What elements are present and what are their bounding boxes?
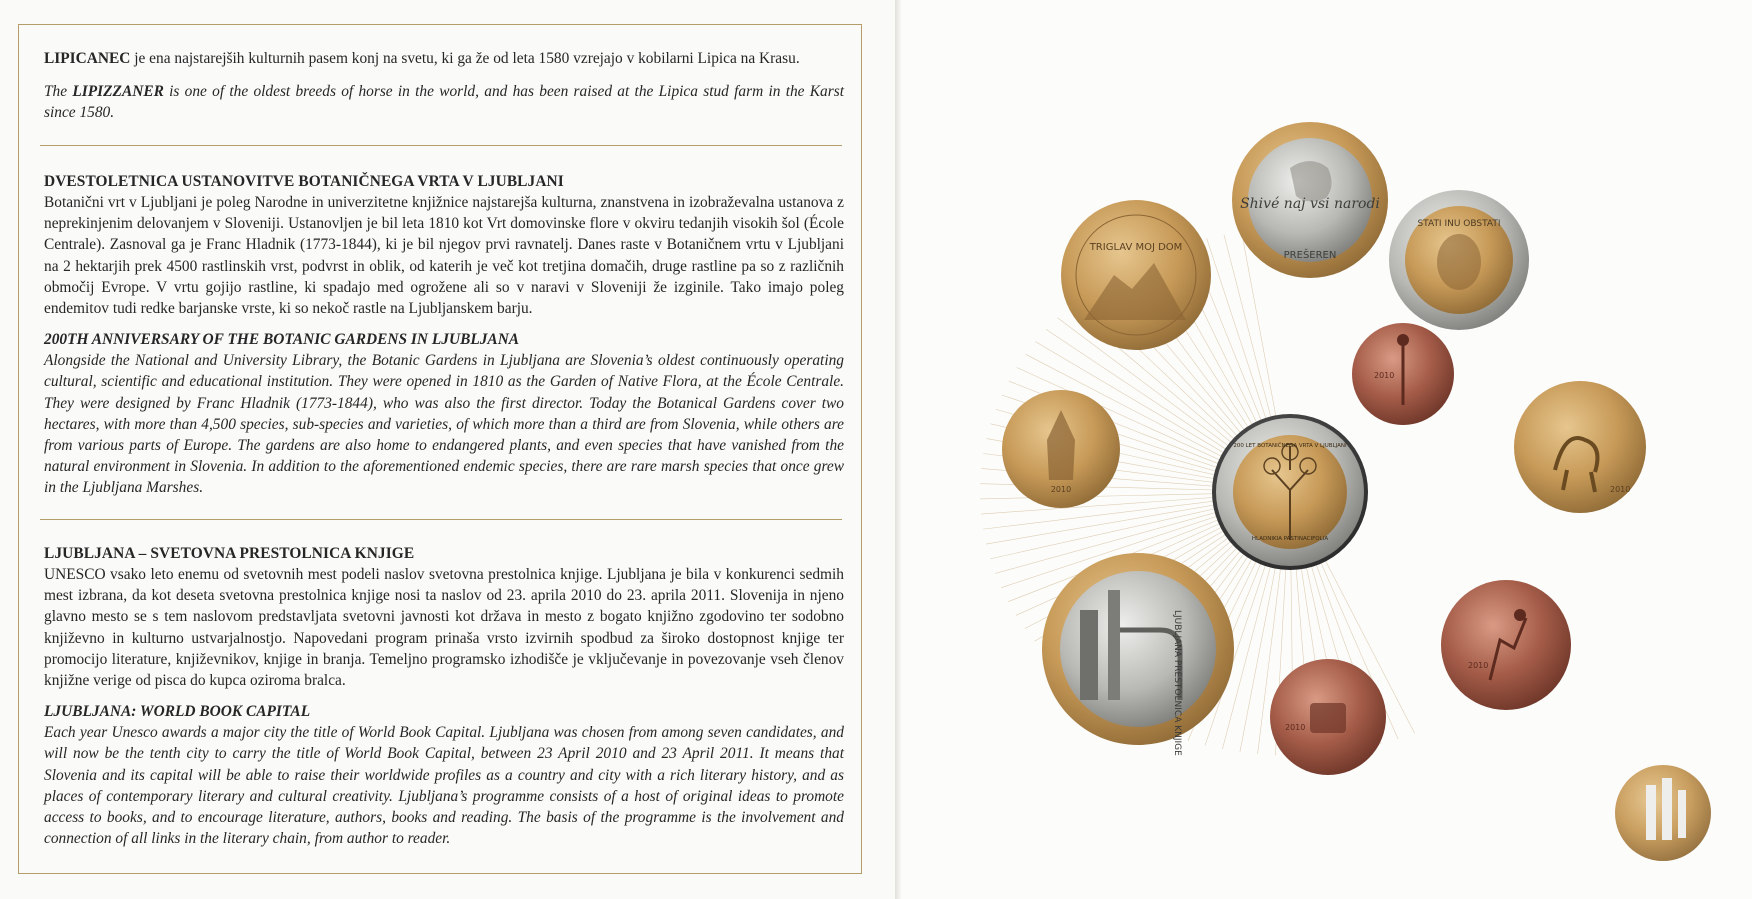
coin-1-euro	[1389, 190, 1529, 330]
coin-20-cent-year: 2010	[1610, 485, 1631, 494]
lipicanec-si-text: je ena najstarejših kulturnih pasem konj na svetu, ki ga že od leta 1580 vzrejajo v kobilarni Lipica na Krasu.	[130, 50, 800, 67]
coin-set-logo	[1615, 765, 1711, 861]
coin-2-cent	[1270, 659, 1386, 775]
coin-2-cent-year: 2010	[1285, 723, 1306, 732]
coin-5-cent-year: 2010	[1468, 661, 1489, 670]
coin-2-euro-commemorative	[1212, 414, 1368, 570]
divider-2	[40, 519, 842, 520]
coin-3-euro-inscription: LJUBLJANA PRESTOLNICA KNJIGE	[1172, 610, 1182, 756]
botanic-si-paragraph: Botanični vrt v Ljubljani je poleg Narodne in univerzitetne knjižnice najstarejša kulturna, znanstvena in izobraževalna ustanova z neprekinjenim delovanjem v Sloveniji. Ustanovljen je bil leta 1810 kot Vrt domovinske flore v okviru tedanjih visokih šol (École Centrale). Zasnoval ga je Franc Hladnik (1773-1844), ki je bil njegov prvi ravnatelj. Danes raste v Botaničnem vrtu v Ljubljani na 2 hektarjih prek 4500 rastlinskih vrst, podvrst in oblik, od katerih je več kot tretjina domačih, druge rastline pa so z različnih območij Evrope. V vrtu gojijo rastline, ki spadajo med ogrožene ali so v naravi v Sloveniji že izginile. Tako imajo poleg endemitov tudi redke barjanske vrste, ki so nekoč rastle na Ljubljanskem barju.	[44, 194, 844, 318]
coin-2-euro	[1232, 122, 1388, 278]
book-capital-si-paragraph: UNESCO vsako leto enemu od svetovnih mest podeli naslov svetovna prestolnica knjige. Ljubljana je bila v konkurenci sedmih mest izbrana, da kot deseta svetovna prestolnica knjige nosi ta naslov od 23. aprila 2010 do 23. aprila 2011. Slovenija in njeno glavno mesto se s tem naslovom predstavljata svetovni javnosti kot država in mesto z bogato knjižno zgodovino ter sodobno književno in kulturno ustvarjalnostjo. Napovedani program prinaša vrsto izvirnih spodbud za široko dostopnost knjige ter promocijo literature, književnikov, knjige in branja. Temeljno programsko izhodišče je vključevanje in povezovanje vseh členov knjižne verige od pisca do kupca oziroma bralca.	[44, 566, 844, 690]
book-capital-en-heading: LJUBLJANA: WORLD BOOK CAPITAL	[44, 703, 311, 721]
divider-1	[40, 145, 842, 146]
coin-2-euro-commemorative-sub: HLADNIKIA PASTINACIFOLIA	[1251, 536, 1329, 542]
coin-3-euro	[1042, 553, 1234, 756]
coin-10-cent-year: 2010	[1050, 485, 1072, 494]
coin-50-cent	[1061, 200, 1211, 350]
lipicanec-en-text: is one of the oldest breeds of horse in the world, and has been raised at the Lipica stud farm in the Karst since 1580.	[44, 83, 844, 122]
coin-10-cent	[1002, 390, 1120, 508]
book-capital-en-paragraph: Each year Unesco awards a major city the title of World Book Capital. Ljubljana was chosen from among seven candidates, and will now be the tenth city to carry the title of World Book Capital, between 23 April 2010 and 23 April 2011. It means that Slovenia and its capital will be able to raise their worldwide profiles as a country and city with a rich literary history, and as places of contemporary literary and cultural creativity. Ljubljana’s programme consists of a host of original ideas to promote access to books, and to encourage literature, authors, books and reading. The basis of the programme is the involvement and connection of all links in the literary chain, from author to reader.	[44, 724, 844, 848]
lipicanec-section	[44, 48, 844, 124]
botanic-si-heading: DVESTOLETNICA USTANOVITVE BOTANIČNEGA VRTA V LJUBLJANI	[44, 173, 564, 190]
lipicanec-en-prefix: The	[44, 83, 73, 101]
coin-2-euro-inscription: PREŠEREN	[1283, 250, 1337, 261]
lipicanec-en-term: LIPIZZANER	[72, 83, 164, 101]
coin-1-cent	[1352, 323, 1454, 425]
botanic-section	[44, 171, 844, 499]
lipicanec-si-term: LIPICANEC	[44, 50, 131, 67]
lipicanec-en-paragraph	[44, 81, 844, 123]
coin-1-euro-inscription: STATI INU OBSTATI	[1417, 219, 1501, 229]
coin-2-euro-commemorative-inscription: 200 LET BOTANIČNEGA VRTA V LJUBLJANI	[1233, 443, 1347, 449]
botanic-en-heading: 200TH ANNIVERSARY OF THE BOTANIC GARDENS IN LJUBLJANA	[44, 331, 520, 349]
coin-50-cent-inscription: TRIGLAV MOJ DOM	[1089, 242, 1183, 253]
right-panel	[901, 0, 1752, 899]
book-capital-si-heading: LJUBLJANA – SVETOVNA PRESTOLNICA KNJIGE	[44, 545, 415, 562]
botanic-en-paragraph: Alongside the National and University Library, the Botanic Gardens in Ljubljana are Slovenia’s oldest continuously operating cultural, scientific and educational institution. They were opened in 1810 as the Garden of Native Flora, at the École Centrale. They were designed by Franc Hladnik (1773-1844), who was also the first director. Today the Botanical Gardens cover two hectares, with more than 4,500 species, sub-species and varieties, of which more than a third are from Slovenia, while others are from various parts of Europe. The gardens are also home to endangered plants, and even species that have vanished from the natural environment in Slovenia. In addition to the aforementioned endemic species, there are rare marsh species that once grew in the Ljubljana Marshes.	[44, 352, 844, 497]
coin-set-illustration	[901, 0, 1752, 899]
coin-5-cent	[1441, 580, 1571, 710]
coin-1-cent-year: 2010	[1374, 371, 1395, 380]
lipicanec-si-paragraph	[44, 48, 844, 69]
book-capital-section	[44, 543, 844, 849]
coin-2-euro-motto: Shivé naj vsi narodi	[1240, 196, 1380, 212]
coin-20-cent	[1514, 381, 1646, 513]
